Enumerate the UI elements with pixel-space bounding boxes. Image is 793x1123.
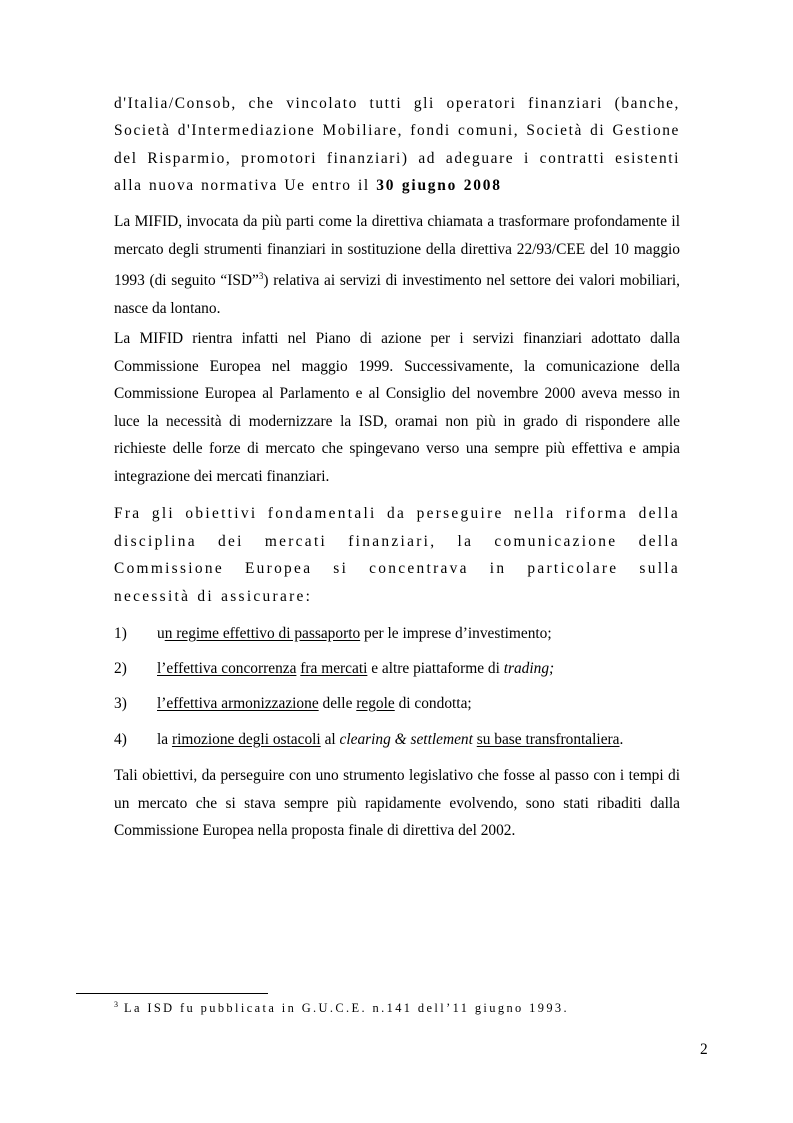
deadline-date: 30 giugno 2008 [376, 177, 502, 195]
footnote: $^3$ La ISD fu pubblicata in G.U.C.E. n.141 dell’11 giugno 1993. [114, 1000, 570, 1015]
tali-paragraph: Tali obiettivi, da perseguire con uno strumento legislativo che fosse al passo con i tempi di un mercato che si stava sempre più rapidamente evolvendo, sono stati ribaditi dalla Commissione Europea nella proposta finale di direttiva del 2002. [114, 767, 680, 840]
obiettivi-paragraph: Fra gli obiettivi fondamentali da perseguire nella riforma della disciplina dei mercati finanziari, la comunicazione della Commissione Europea si concentrava in particolare sulla necessità di assicurare: [114, 505, 680, 605]
intro-paragraph: d'Italia/Consob, che vincolato tutti gli operatori finanziari (banche, Società d'Intermediazione Mobiliare, fondi comuni, Società di Gestione del Risparmio, promotori finanziari) ad adeguare i contratti esistenti alla nuova normativa Ue entro il 30 giugno 2008 [114, 95, 680, 195]
footnote-ref[interactable]: 3 [258, 271, 264, 282]
list-item: 2) l’effettiva concorrenza fra mercati e altre piattaforme di trading; [114, 660, 555, 677]
list-item: 4) la rimozione degli ostacoli al clearing & settlement su base transfrontaliera. [114, 731, 624, 748]
footnote-divider [76, 993, 268, 994]
mifid-paragraph: La MIFID, invocata da più parti come la direttiva chiamata a trasformare profondamente il mercato degli strumenti finanziari in sostituzione della direttiva 22/93/CEE del 10 maggio 1993 (di seguito “ISD”$^3$) relativa ai servizi di investimento nel settore dei valori mobiliari, nasce da lontano. [114, 213, 681, 317]
footnote-mark: 3 [114, 1000, 118, 1009]
page-number: 2 [700, 1041, 708, 1058]
list-item: 3) l’effettiva armonizzazione delle regole di condotta; [114, 695, 472, 712]
list-item: 1) un regime effettivo di passaporto per le imprese d’investimento; [114, 625, 552, 642]
piano-paragraph: La MIFID rientra infatti nel Piano di azione per i servizi finanziari adottato dalla Commissione Europea nel maggio 1999. Successivamente, la comunicazione della Commissione Europea al Parlamento e al Consiglio del novembre 2000 aveva messo in luce la necessità di modernizzare la ISD, oramai non più in grado di rispondere alle richieste delle forze di mercato che spingevano verso una sempre più effettiva e ampia integrazione dei mercati finanziari. [114, 330, 680, 485]
